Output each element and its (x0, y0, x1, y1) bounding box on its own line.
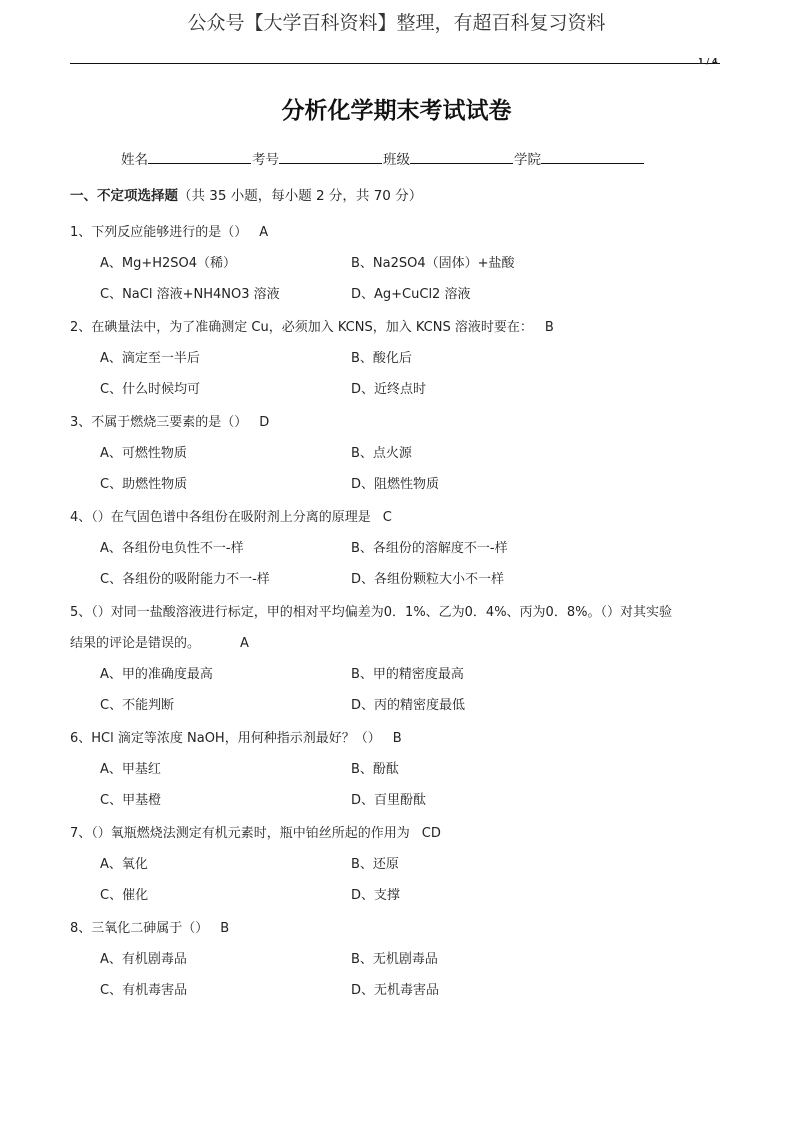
question-stem: 4、（）在气固色谱中各组份在吸附剂上分离的原理是 (70, 510, 371, 525)
option: C、有机毒害品 (100, 983, 188, 998)
option: D、近终点时 (351, 382, 427, 397)
option: C、NaCl 溶液+NH4NO3 溶液 (100, 287, 280, 302)
option-row (70, 444, 730, 475)
option-row (70, 665, 730, 696)
question-stem: 7、（）氧瓶燃烧法测定有机元素时，瓶中铂丝所起的作用为 (70, 826, 410, 841)
option: B、Na2SO4（固体）+盐酸 (351, 256, 515, 271)
option: B、还原 (351, 857, 399, 872)
option-row (70, 981, 730, 1012)
answer-key: B (220, 921, 230, 936)
info-label-college: 学院 (514, 152, 541, 168)
answer-key: C (382, 510, 392, 525)
question-text (70, 603, 730, 634)
question (70, 508, 730, 601)
option: B、甲的精密度最高 (351, 667, 464, 682)
answer-key: D (259, 415, 270, 430)
question-stem: 3、不属于燃烧三要素的是（） (70, 415, 248, 430)
question-stem-cont: 结果的评论是错误的。 (70, 636, 201, 651)
option: A、可燃性物质 (100, 446, 187, 461)
option: A、氧化 (100, 857, 148, 872)
option: B、酸化后 (351, 351, 412, 366)
option: C、甲基橙 (100, 793, 162, 808)
option-row (70, 539, 730, 570)
option-row (70, 855, 730, 886)
option: C、催化 (100, 888, 149, 903)
header-banner: 公众号【大学百科资料】整理，有超百科复习资料 (187, 12, 606, 34)
option: A、各组份电负性不一-样 (100, 541, 244, 556)
option: B、各组份的溶解度不一-样 (351, 541, 508, 556)
question-stem: 8、三氧化二砷属于（） (70, 921, 209, 936)
name-blank (148, 149, 251, 164)
option-row (70, 285, 730, 316)
info-label-name: 姓名 (121, 152, 148, 168)
option: A、甲基红 (100, 762, 161, 777)
option: C、各组份的吸附能力不一-样 (100, 572, 270, 587)
answer-key: B (544, 320, 554, 335)
answer-key: A (259, 225, 269, 240)
id-blank (279, 149, 382, 164)
info-label-id: 考号 (252, 152, 279, 168)
answer-key: B (392, 731, 402, 746)
option: D、支撑 (351, 888, 401, 903)
question (70, 729, 730, 822)
option-row (70, 791, 730, 822)
question-text (70, 223, 730, 254)
option: C、什么时候均可 (100, 382, 201, 397)
section-heading (70, 184, 422, 204)
question (70, 413, 730, 506)
option: B、点火源 (351, 446, 412, 461)
option-row (70, 886, 730, 917)
option-row (70, 570, 730, 601)
question-stem: 5、（）对同一盐酸溶液进行标定，甲的相对平均偏差为0．1%、乙为0．4%、丙为0．8%。（）对其实验 (70, 605, 672, 620)
option: D、百里酚酞 (351, 793, 427, 808)
question (70, 603, 730, 727)
option: B、无机剧毒品 (351, 952, 438, 967)
option: A、Mg+H2SO4（稀） (100, 256, 237, 271)
answer-key: CD (421, 826, 441, 841)
question-text (70, 318, 730, 349)
question-list (70, 221, 730, 1012)
option: D、阻燃性物质 (351, 477, 440, 492)
option-row (70, 696, 730, 727)
option: C、不能判断 (100, 698, 175, 713)
option-row (70, 254, 730, 285)
option: A、有机剧毒品 (100, 952, 187, 967)
question-text-cont (70, 634, 730, 665)
question-text (70, 919, 730, 950)
header-divider (70, 63, 720, 64)
option: A、滴定至一半后 (100, 351, 200, 366)
option-row (70, 950, 730, 981)
option: D、各组份颗粒大小不一样 (351, 572, 505, 587)
question-text (70, 508, 730, 539)
page-title: 分析化学期末考试试卷 (281, 98, 512, 124)
option-row (70, 760, 730, 791)
option-row (70, 475, 730, 506)
question-stem: 1、下列反应能够进行的是（） (70, 225, 248, 240)
question-text (70, 413, 730, 444)
option-row (70, 349, 730, 380)
option: D、无机毒害品 (351, 983, 440, 998)
option: D、丙的精密度最低 (351, 698, 466, 713)
question (70, 223, 730, 316)
question (70, 824, 730, 917)
question-stem: 2、在碘量法中，为了准确测定 Cu，必须加入 KCNS，加入 KCNS 溶液时要在： (70, 320, 533, 335)
question (70, 318, 730, 411)
question (70, 919, 730, 1012)
college-blank (541, 149, 644, 164)
option: C、助燃性物质 (100, 477, 188, 492)
question-stem: 6、HCl 滴定等浓度 NaOH，用何种指示剂最好？（） (70, 731, 381, 746)
page-number: 1 / 4 (698, 57, 718, 66)
option: A、甲的准确度最高 (100, 667, 213, 682)
section-label: 一、不定项选择题 (70, 188, 178, 204)
option: B、酚酞 (351, 762, 399, 777)
answer-key: A (240, 636, 249, 651)
question-text (70, 824, 730, 855)
option-row (70, 380, 730, 411)
info-label-class: 班级 (383, 152, 410, 168)
student-info (121, 148, 645, 168)
question-text (70, 729, 730, 760)
option: D、Ag+CuCl2 溶液 (351, 287, 471, 302)
class-blank (410, 149, 513, 164)
section-note: （共 35 小题，每小题 2 分，共 70 分） (178, 188, 423, 204)
